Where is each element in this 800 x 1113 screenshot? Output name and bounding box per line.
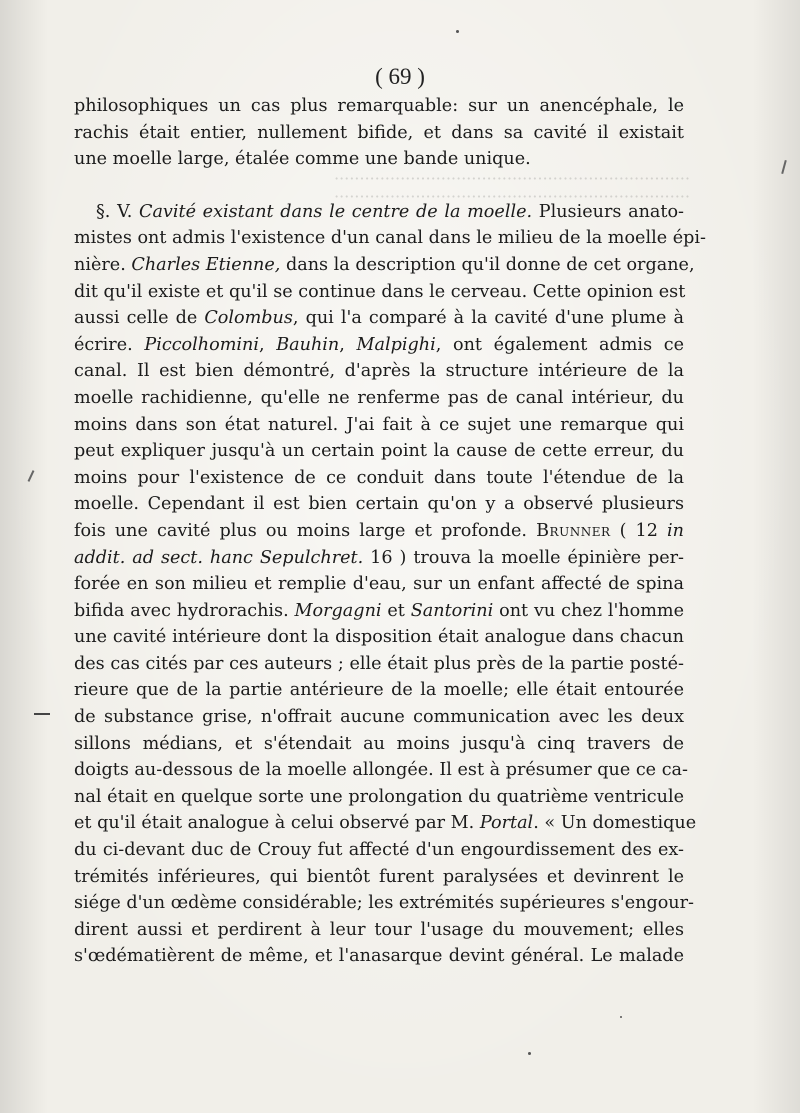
author-name: Santorini xyxy=(410,600,494,621)
citation: addit. ad sect. hanc Sepulchret. xyxy=(74,547,364,568)
paper-speck xyxy=(528,1052,531,1055)
text-line: aussi celle de Colombus, qui l'a comparé à la cavité d'une plume à xyxy=(74,308,684,329)
text-line: sillons médians, et s'étendait au moins jusqu'à cinq travers de xyxy=(74,733,684,754)
section-heading-line: §. V. Cavité existant dans le centre de la moelle. Plusieurs anato- xyxy=(96,201,684,222)
author-name: Morgagni xyxy=(294,600,382,621)
author-name: Bauhin xyxy=(276,334,340,355)
text-line: forée en son milieu et remplie d'eau, sur un enfant affecté de spina xyxy=(74,574,684,595)
text-line: trémités inférieures, qui bientôt furent paralysées et devinrent le xyxy=(74,866,684,887)
text-line: moelle. Cependant il est bien certain qu'on y a observé plusieurs xyxy=(74,494,684,515)
text-line: dirent aussi et perdirent à leur tour l'usage du mouvement; elles xyxy=(74,919,684,940)
author-name: Malpighi xyxy=(356,334,436,355)
text-line: mistes ont admis l'existence d'un canal dans le milieu de la moelle épi- xyxy=(74,228,706,249)
text-line: une cavité intérieure dont la disposition était analogue dans chacun xyxy=(74,627,684,648)
text-line: du ci-devant duc de Crouy fut affecté d'un engourdissement des ex- xyxy=(74,840,684,861)
text-line: une moelle large, étalée comme une bande unique. xyxy=(74,149,531,170)
paper-speck xyxy=(456,30,459,33)
text-line: doigts au-dessous de la moelle allongée. Il est à présumer que ce ca- xyxy=(74,760,688,781)
text-line: écrire. Piccolhomini, Bauhin, Malpighi, ont également admis ce xyxy=(74,334,685,355)
text-line: siége d'un œdème considérable; les extrémités supérieures s'engour- xyxy=(74,893,694,914)
author-name: Piccolhomini xyxy=(144,334,259,355)
text-line: s'œdématièrent de même, et l'anasarque devint général. Le malade xyxy=(74,946,684,967)
text-line: bifida avec hydrorachis. Morgagni et Santorini ont vu chez l'homme xyxy=(74,600,685,621)
text-line: addit. ad sect. hanc Sepulchret. 16 ) trouva la moelle épinière per- xyxy=(74,547,684,568)
margin-dash-mark xyxy=(34,713,50,715)
author-name: Charles Etienne, xyxy=(131,254,281,275)
page-number: ( 69 ) xyxy=(375,64,425,89)
show-through-text: ······································································ ······································································ xyxy=(333,169,690,206)
text-line: nière. Charles Etienne, dans la description qu'il donne de cet organe, xyxy=(74,254,695,275)
text-line: des cas cités par ces auteurs ; elle était plus près de la partie posté- xyxy=(74,653,684,674)
text-line: fois une cavité plus ou moins large et profonde. Brunner ( 12 in xyxy=(74,520,684,541)
author-name: Portal xyxy=(479,813,534,834)
text-line: de substance grise, n'offrait aucune communication avec les deux xyxy=(74,707,684,728)
text-line: moins pour l'existence de ce conduit dans toute l'étendue de la xyxy=(74,467,684,488)
text-line: rachis était entier, nullement bifide, et dans sa cavité il existait xyxy=(74,122,684,143)
body-text xyxy=(74,93,706,970)
margin-tick-mark xyxy=(28,470,35,482)
text-line: et qu'il était analogue à celui observé par M. Portal. « Un domestique xyxy=(74,813,697,834)
text-line: canal. Il est bien démontré, d'après la structure intérieure de la xyxy=(74,361,684,382)
text-line: philosophiques un cas plus remarquable: sur un anencéphale, le xyxy=(74,96,684,116)
text-line: moelle rachidienne, qu'elle ne renferme pas de canal intérieur, du xyxy=(74,387,684,408)
text-line: moins dans son état naturel. J'ai fait à ce sujet une remarque qui xyxy=(74,414,684,435)
section-title: Cavité existant dans le centre de la moelle. xyxy=(138,201,533,222)
author-name: Brunner xyxy=(536,520,611,541)
text-line: rieure que de la partie antérieure de la moelle; elle était entourée xyxy=(74,680,684,701)
author-name: Colombus xyxy=(204,308,293,329)
text-line: nal était en quelque sorte une prolongation du quatrième ventricule xyxy=(74,786,684,807)
paper-speck xyxy=(620,1016,622,1018)
margin-tick-mark xyxy=(781,160,787,174)
text-line: peut expliquer jusqu'à un certain point la cause de cette erreur, du xyxy=(74,441,684,462)
text-line: dit qu'il existe et qu'il se continue dans le cerveau. Cette opinion est xyxy=(74,281,686,302)
